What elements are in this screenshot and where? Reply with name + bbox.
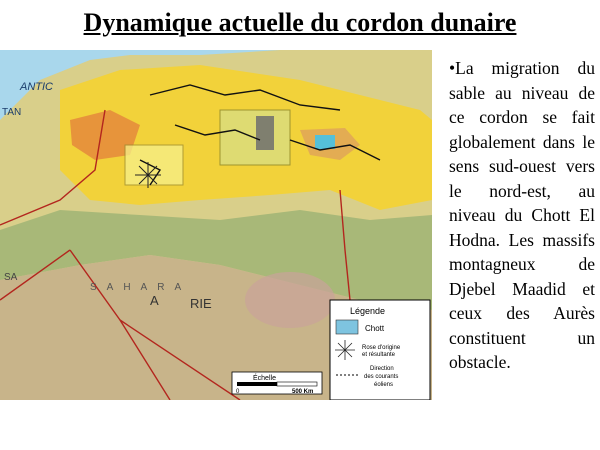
rose-symbol-icon — [335, 340, 355, 360]
legend-rose-1: Rose d'origine — [362, 345, 401, 351]
region-label-1: SA — [4, 272, 18, 283]
scale-label: Échelle — [253, 375, 276, 382]
scale-max: 500 Km — [292, 389, 314, 395]
chott-east — [315, 135, 335, 149]
region-label-2: A — [150, 293, 159, 308]
legend-chott: Chott — [365, 324, 385, 333]
legend-box — [330, 300, 430, 400]
legend-direction-2: des courants — [364, 374, 399, 380]
region-label-4: SAHARA — [90, 282, 192, 293]
legend-direction-1: Direction — [370, 366, 394, 372]
slide-title: Dynamique actuelle du cordon dunaire — [83, 8, 517, 37]
chott-el-hodna — [256, 116, 274, 150]
sea-label: ANTIC — [20, 81, 53, 93]
legend-direction-3: éoliens — [374, 382, 394, 388]
description-text: •La migration du sable au niveau de ce cordon se fait globalement dans le sens sud-ouest vers le nord-est, au niveau du Chott El Hodna. Les massifs montagneux de Djebel Maadid et ceux des Aurès constituent un obstacle. — [449, 58, 595, 372]
region-label-3: RIE — [190, 296, 212, 311]
scale-bar — [232, 372, 322, 395]
region-label-5: TAN — [2, 107, 22, 118]
massif-region — [245, 272, 335, 328]
chott-swatch — [336, 320, 358, 334]
map-image — [0, 50, 432, 400]
scale-zero: 0 — [236, 389, 240, 395]
legend-title: Légende — [350, 306, 386, 316]
legend-rose-2: et résultante — [362, 352, 396, 358]
